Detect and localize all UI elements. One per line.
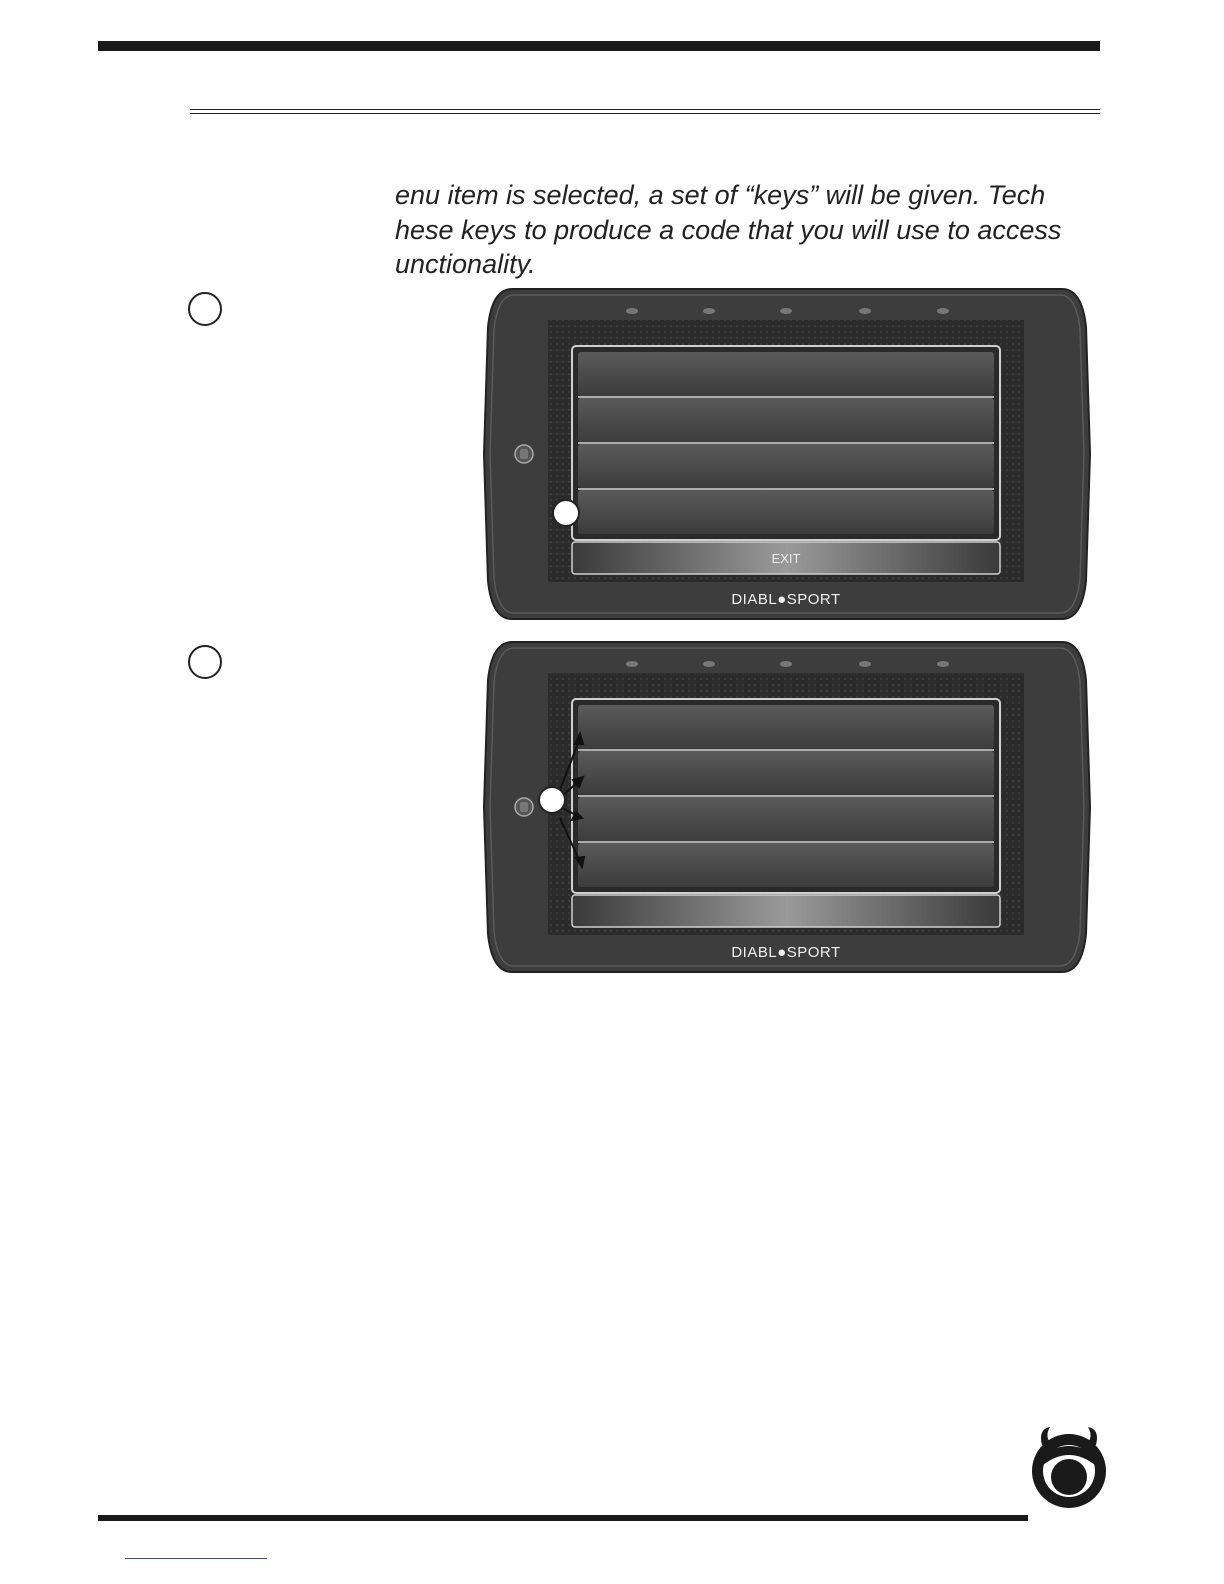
- menu-row: [578, 444, 994, 488]
- device-screen-bottom: [482, 640, 1092, 974]
- brand-wordmark: DIABL●SPORT: [731, 591, 841, 608]
- callout-marker-icon: [553, 500, 579, 526]
- footer-rule: [98, 1515, 1028, 1521]
- header-rule: [98, 41, 1100, 51]
- indicator-led: [626, 661, 638, 667]
- diablosport-logo-icon: [1028, 1425, 1110, 1509]
- intro-line-1: enu item is selected, a set of “keys” will be given. Tech: [395, 180, 1046, 210]
- menu-row: [578, 797, 994, 841]
- indicator-led: [703, 661, 715, 667]
- device-screen-top: [482, 287, 1092, 621]
- indicator-led: [937, 308, 949, 314]
- step-2-marker-icon: [188, 645, 222, 679]
- exit-button-label: EXIT: [771, 551, 801, 566]
- brand-wordmark: DIABL●SPORT: [731, 944, 841, 961]
- callout-marker-icon: [539, 787, 565, 813]
- indicator-led: [937, 661, 949, 667]
- indicator-led: [780, 308, 792, 314]
- bottom-bar: [572, 895, 1000, 927]
- intro-line-2: hese keys to produce a code that you will use to access: [395, 214, 1062, 245]
- menu-row: [578, 398, 994, 442]
- menu-row: [578, 705, 994, 749]
- indicator-led: [703, 308, 715, 314]
- menu-row: [578, 843, 994, 887]
- step-1-marker-icon: [188, 292, 222, 326]
- menu-row: [578, 751, 994, 795]
- section-rule: [190, 109, 1100, 114]
- intro-line-3: unctionality.: [395, 249, 536, 279]
- indicator-led: [859, 661, 871, 667]
- footer-link-underline[interactable]: [125, 1558, 267, 1559]
- menu-row: [578, 490, 994, 534]
- intro-paragraph: [395, 178, 1115, 282]
- menu-row: [578, 352, 994, 396]
- indicator-led: [780, 661, 792, 667]
- indicator-led: [626, 308, 638, 314]
- indicator-led: [859, 308, 871, 314]
